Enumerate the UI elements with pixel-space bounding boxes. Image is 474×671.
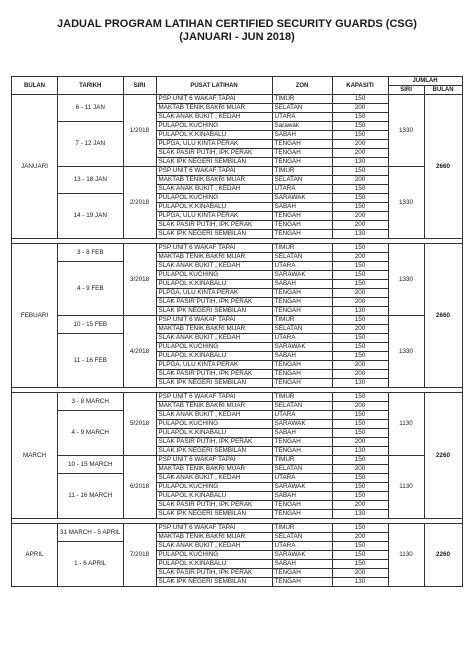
training-centre-cell: SLAK ANAK BUKIT , KEDAH xyxy=(156,334,272,343)
zone-cell: SABAH xyxy=(272,203,332,212)
zone-cell: TIMUR xyxy=(272,524,332,533)
month-cell: JANUARI xyxy=(12,95,58,239)
date-cell: 10 - 15 FEB xyxy=(58,316,124,334)
zone-cell: SELATAN xyxy=(272,325,332,334)
zone-cell: TENGAH xyxy=(272,370,332,379)
training-centre-cell: SLAK ANAK BUKIT , KEDAH xyxy=(156,542,272,551)
month-total-cell: 2660 xyxy=(424,95,462,239)
training-centre-cell: PSP UNIT 6 WAKAF TAPAI xyxy=(156,167,272,176)
header-bulan: BULAN xyxy=(12,77,58,95)
capacity-cell: 130 xyxy=(332,158,388,167)
header-tarikh: TARIKH xyxy=(58,77,124,95)
capacity-cell: 150 xyxy=(332,343,388,352)
capacity-cell: 200 xyxy=(332,325,388,334)
capacity-cell: 200 xyxy=(332,370,388,379)
capacity-cell: 200 xyxy=(332,569,388,578)
date-cell: 14 - 19 JAN xyxy=(58,194,124,239)
capacity-cell: 150 xyxy=(332,194,388,203)
date-cell: 4 - 9 FEB xyxy=(58,262,124,316)
training-centre-cell: SLAK IPK NEGERI SEMBILAN xyxy=(156,447,272,456)
training-centre-cell: PULAPOL KUCHING xyxy=(156,551,272,560)
capacity-cell: 150 xyxy=(332,122,388,131)
series-total-cell: 1330 xyxy=(388,316,424,388)
zone-cell: SARAWAK xyxy=(272,551,332,560)
training-centre-cell: MAKTAB TENIK BAKRI MUAR xyxy=(156,402,272,411)
capacity-cell: 150 xyxy=(332,542,388,551)
training-centre-cell: SLAK ANAK BUKIT , KEDAH xyxy=(156,113,272,122)
capacity-cell: 150 xyxy=(332,474,388,483)
capacity-cell: 150 xyxy=(332,131,388,140)
zone-cell: TENGAH xyxy=(272,379,332,388)
zone-cell: UTARA xyxy=(272,185,332,194)
zone-cell: SABAH xyxy=(272,560,332,569)
capacity-cell: 130 xyxy=(332,510,388,519)
table-row xyxy=(12,95,463,104)
capacity-cell: 150 xyxy=(332,393,388,402)
zone-cell: SELATAN xyxy=(272,465,332,474)
month-total-cell: 2260 xyxy=(424,393,462,519)
training-centre-cell: SLAK PASIR PUTIH, IPK PERAK xyxy=(156,298,272,307)
training-centre-cell: PULAPOL K.KINABALU xyxy=(156,429,272,438)
training-centre-cell: PULAPOL K.KINABALU xyxy=(156,131,272,140)
series-cell: 7/2018 xyxy=(123,524,156,587)
zone-cell: SABAH xyxy=(272,352,332,361)
training-centre-cell: PULAPOL K.KINABALU xyxy=(156,492,272,501)
training-centre-cell: PULAPOL K.KINABALU xyxy=(156,352,272,361)
zone-cell: TENGAH xyxy=(272,447,332,456)
zone-cell: TIMUR xyxy=(272,167,332,176)
date-cell: 1 - 6 APRIL xyxy=(58,542,124,587)
capacity-cell: 150 xyxy=(332,113,388,122)
training-centre-cell: PSP UNIT 6 WAKAF TAPAI xyxy=(156,244,272,253)
training-centre-cell: SLAK IPK NEGERI SEMBILAN xyxy=(156,230,272,239)
series-cell: 3/2018 xyxy=(123,244,156,316)
capacity-cell: 200 xyxy=(332,212,388,221)
series-cell: 2/2018 xyxy=(123,167,156,239)
capacity-cell: 150 xyxy=(332,492,388,501)
capacity-cell: 150 xyxy=(332,524,388,533)
zone-cell: TIMUR xyxy=(272,393,332,402)
zone-cell: SABAH xyxy=(272,131,332,140)
capacity-cell: 150 xyxy=(332,185,388,194)
capacity-cell: 150 xyxy=(332,280,388,289)
capacity-cell: 200 xyxy=(332,361,388,370)
date-cell: 3 - 8 MARCH xyxy=(58,393,124,411)
series-total-cell: 1330 xyxy=(388,167,424,239)
month-cell: APRIL xyxy=(12,524,58,587)
zone-cell: SELATAN xyxy=(272,253,332,262)
capacity-cell: 150 xyxy=(332,429,388,438)
capacity-cell: 200 xyxy=(332,298,388,307)
header-jumlah: JUMLAH xyxy=(388,77,462,86)
series-total-cell: 1130 xyxy=(388,456,424,519)
zone-cell: SELATAN xyxy=(272,402,332,411)
zone-cell: TENGAH xyxy=(272,212,332,221)
zone-cell: TIMUR xyxy=(272,95,332,104)
capacity-cell: 150 xyxy=(332,316,388,325)
zone-cell: SELATAN xyxy=(272,533,332,542)
zone-cell: TIMUR xyxy=(272,244,332,253)
zone-cell: TENGAH xyxy=(272,221,332,230)
training-centre-cell: PULAPOL K.KINABALU xyxy=(156,203,272,212)
zone-cell: SELATAN xyxy=(272,104,332,113)
table-row xyxy=(12,167,463,176)
capacity-cell: 200 xyxy=(332,140,388,149)
zone-cell: UTARA xyxy=(272,113,332,122)
zone-cell: TENGAH xyxy=(272,501,332,510)
date-cell: 11 - 16 MARCH xyxy=(58,474,124,519)
zone-cell: TENGAH xyxy=(272,158,332,167)
training-centre-cell: SLAK PASIR PUTIH, IPK PERAK xyxy=(156,370,272,379)
date-cell: 10 - 15 MARCH xyxy=(58,456,124,474)
series-cell: 5/2018 xyxy=(123,393,156,456)
table-row xyxy=(12,244,463,253)
capacity-cell: 150 xyxy=(332,244,388,253)
zone-cell: UTARA xyxy=(272,542,332,551)
zone-cell: TENGAH xyxy=(272,438,332,447)
zone-cell: SABAH xyxy=(272,492,332,501)
capacity-cell: 130 xyxy=(332,307,388,316)
document-title xyxy=(0,18,474,44)
date-cell: 3 - 8 FEB xyxy=(58,244,124,262)
zone-cell: SARAWAK xyxy=(272,271,332,280)
capacity-cell: 200 xyxy=(332,501,388,510)
training-centre-cell: PULAPOL KUCHING xyxy=(156,343,272,352)
training-centre-cell: SLAK PASIR PUTIH, IPK PERAK xyxy=(156,569,272,578)
training-centre-cell: PSP UNIT 6 WAKAF TAPAI xyxy=(156,456,272,465)
training-centre-cell: PULAPOL K.KINABALU xyxy=(156,280,272,289)
training-centre-cell: MAKTAB TENIK BAKRI MUAR xyxy=(156,253,272,262)
training-centre-cell: MAKTAB TENIK BAKRI MUAR xyxy=(156,533,272,542)
training-centre-cell: SLAK IPK NEGERI SEMBILAN xyxy=(156,307,272,316)
capacity-cell: 150 xyxy=(332,167,388,176)
capacity-cell: 150 xyxy=(332,411,388,420)
title-line-2: (JANUARI - JUN 2018) xyxy=(179,31,295,43)
series-total-cell: 1330 xyxy=(388,244,424,316)
capacity-cell: 150 xyxy=(332,262,388,271)
training-centre-cell: PULAPOL KUCHING xyxy=(156,194,272,203)
training-centre-cell: MAKTAB TENIK BAKRI MUAR xyxy=(156,104,272,113)
capacity-cell: 150 xyxy=(332,420,388,429)
capacity-cell: 150 xyxy=(332,560,388,569)
training-centre-cell: MAKTAB TENIK BAKRI MUAR xyxy=(156,176,272,185)
zone-cell: TENGAH xyxy=(272,578,332,587)
training-centre-cell: SLAK IPK NEGERI SEMBILAN xyxy=(156,379,272,388)
table-row xyxy=(12,456,463,465)
zone-cell: TENGAH xyxy=(272,569,332,578)
title-line-1: JADUAL PROGRAM LATIHAN CERTIFIED SECURITY GUARDS (CSG) xyxy=(57,18,417,30)
capacity-cell: 150 xyxy=(332,334,388,343)
capacity-cell: 130 xyxy=(332,447,388,456)
zone-cell: Sarawak xyxy=(272,122,332,131)
zone-cell: TENGAH xyxy=(272,140,332,149)
capacity-cell: 150 xyxy=(332,95,388,104)
training-centre-cell: PULAPOL K.KINABALU xyxy=(156,560,272,569)
zone-cell: SARAWAK xyxy=(272,420,332,429)
training-centre-cell: PULAPOL KUCHING xyxy=(156,271,272,280)
capacity-cell: 200 xyxy=(332,402,388,411)
zone-cell: TENGAH xyxy=(272,298,332,307)
training-centre-cell: SLAK PASIR PUTIH, IPK PERAK xyxy=(156,149,272,158)
training-centre-cell: SLAK IPK NEGERI SEMBILAN xyxy=(156,578,272,587)
training-centre-cell: PLPGA, ULU KINTA PERAK xyxy=(156,212,272,221)
date-cell: 4 - 9 MARCH xyxy=(58,411,124,456)
month-total-cell: 2260 xyxy=(424,524,462,587)
month-cell: FEBUARI xyxy=(12,244,58,388)
month-cell: MARCH xyxy=(12,393,58,519)
training-centre-cell: SLAK IPK NEGERI SEMBILAN xyxy=(156,510,272,519)
capacity-cell: 200 xyxy=(332,221,388,230)
schedule-table xyxy=(11,76,463,587)
zone-cell: TENGAH xyxy=(272,307,332,316)
header-pusat-latihan: PUSAT LATIHAN xyxy=(156,77,272,95)
header-kapasiti: KAPASITI xyxy=(332,77,388,95)
capacity-cell: 200 xyxy=(332,465,388,474)
date-cell: 11 - 16 FEB xyxy=(58,334,124,388)
training-centre-cell: PLPGA, ULU KINTA PERAK xyxy=(156,361,272,370)
training-centre-cell: SLAK ANAK BUKIT , KEDAH xyxy=(156,411,272,420)
training-centre-cell: PULAPOL KUCHING xyxy=(156,122,272,131)
capacity-cell: 150 xyxy=(332,483,388,492)
table-row xyxy=(12,393,463,402)
capacity-cell: 200 xyxy=(332,104,388,113)
capacity-cell: 150 xyxy=(332,551,388,560)
series-cell: 6/2018 xyxy=(123,456,156,519)
training-centre-cell: SLAK PASIR PUTIH, IPK PERAK xyxy=(156,221,272,230)
training-centre-cell: PULAPOL KUCHING xyxy=(156,420,272,429)
date-cell: 6 - 11 JAN xyxy=(58,95,124,122)
training-centre-cell: MAKTAB TENIK BAKRI MUAR xyxy=(156,465,272,474)
capacity-cell: 200 xyxy=(332,149,388,158)
training-centre-cell: PSP UNIT 6 WAKAF TAPAI xyxy=(156,316,272,325)
zone-cell: UTARA xyxy=(272,262,332,271)
capacity-cell: 150 xyxy=(332,352,388,361)
capacity-cell: 150 xyxy=(332,271,388,280)
capacity-cell: 200 xyxy=(332,533,388,542)
zone-cell: TENGAH xyxy=(272,289,332,298)
series-cell: 4/2018 xyxy=(123,316,156,388)
training-centre-cell: SLAK ANAK BUKIT , KEDAH xyxy=(156,262,272,271)
capacity-cell: 200 xyxy=(332,176,388,185)
zone-cell: TIMUR xyxy=(272,316,332,325)
schedule-body xyxy=(12,95,463,587)
month-total-cell: 2660 xyxy=(424,244,462,388)
capacity-cell: 200 xyxy=(332,289,388,298)
capacity-cell: 150 xyxy=(332,203,388,212)
capacity-cell: 200 xyxy=(332,253,388,262)
zone-cell: TENGAH xyxy=(272,361,332,370)
training-centre-cell: PSP UNIT 6 WAKAF TAPAI xyxy=(156,524,272,533)
zone-cell: SARAWAK xyxy=(272,194,332,203)
date-cell: 13 - 18 JAN xyxy=(58,167,124,194)
zone-cell: UTARA xyxy=(272,334,332,343)
training-centre-cell: MAKTAB TENIK BAKRI MUAR xyxy=(156,325,272,334)
zone-cell: SABAH xyxy=(272,280,332,289)
capacity-cell: 130 xyxy=(332,379,388,388)
training-centre-cell: SLAK IPK NEGERI SEMBILAN xyxy=(156,158,272,167)
zone-cell: SARAWAK xyxy=(272,483,332,492)
zone-cell: UTARA xyxy=(272,474,332,483)
zone-cell: TENGAH xyxy=(272,149,332,158)
training-centre-cell: SLAK PASIR PUTIH, IPK PERAK xyxy=(156,438,272,447)
header-row xyxy=(12,77,463,86)
series-total-cell: 1130 xyxy=(388,524,424,587)
header-jumlah-siri: SIRI xyxy=(388,86,424,95)
series-total-cell: 1130 xyxy=(388,393,424,456)
capacity-cell: 200 xyxy=(332,438,388,447)
series-total-cell: 1330 xyxy=(388,95,424,167)
capacity-cell: 130 xyxy=(332,578,388,587)
training-centre-cell: PSP UNIT 6 WAKAF TAPAI xyxy=(156,393,272,402)
training-centre-cell: SLAK ANAK BUKIT , KEDAH xyxy=(156,474,272,483)
date-cell: 31 MARCH - 5 APRIL xyxy=(58,524,124,542)
capacity-cell: 150 xyxy=(332,456,388,465)
zone-cell: SELATAN xyxy=(272,176,332,185)
training-centre-cell: PSP UNIT 6 WAKAF TAPAI xyxy=(156,95,272,104)
zone-cell: TIMUR xyxy=(272,456,332,465)
training-centre-cell: PLPGA, ULU KINTA PERAK xyxy=(156,289,272,298)
zone-cell: TENGAH xyxy=(272,230,332,239)
zone-cell: SABAH xyxy=(272,429,332,438)
date-cell: 7 - 12 JAN xyxy=(58,122,124,167)
training-centre-cell: SLAK ANAK BUKIT , KEDAH xyxy=(156,185,272,194)
header-jumlah-bulan: BULAN xyxy=(424,86,462,95)
table-row xyxy=(12,316,463,325)
zone-cell: TENGAH xyxy=(272,510,332,519)
training-centre-cell: PLPGA, ULU KINTA PERAK xyxy=(156,140,272,149)
zone-cell: SARAWAK xyxy=(272,343,332,352)
header-siri: SIRI xyxy=(123,77,156,95)
header-zon: ZON xyxy=(272,77,332,95)
capacity-cell: 130 xyxy=(332,230,388,239)
training-centre-cell: SLAK PASIR PUTIH, IPK PERAK xyxy=(156,501,272,510)
series-cell: 1/2018 xyxy=(123,95,156,167)
table-row xyxy=(12,524,463,533)
training-centre-cell: PULAPOL KUCHING xyxy=(156,483,272,492)
zone-cell: UTARA xyxy=(272,411,332,420)
